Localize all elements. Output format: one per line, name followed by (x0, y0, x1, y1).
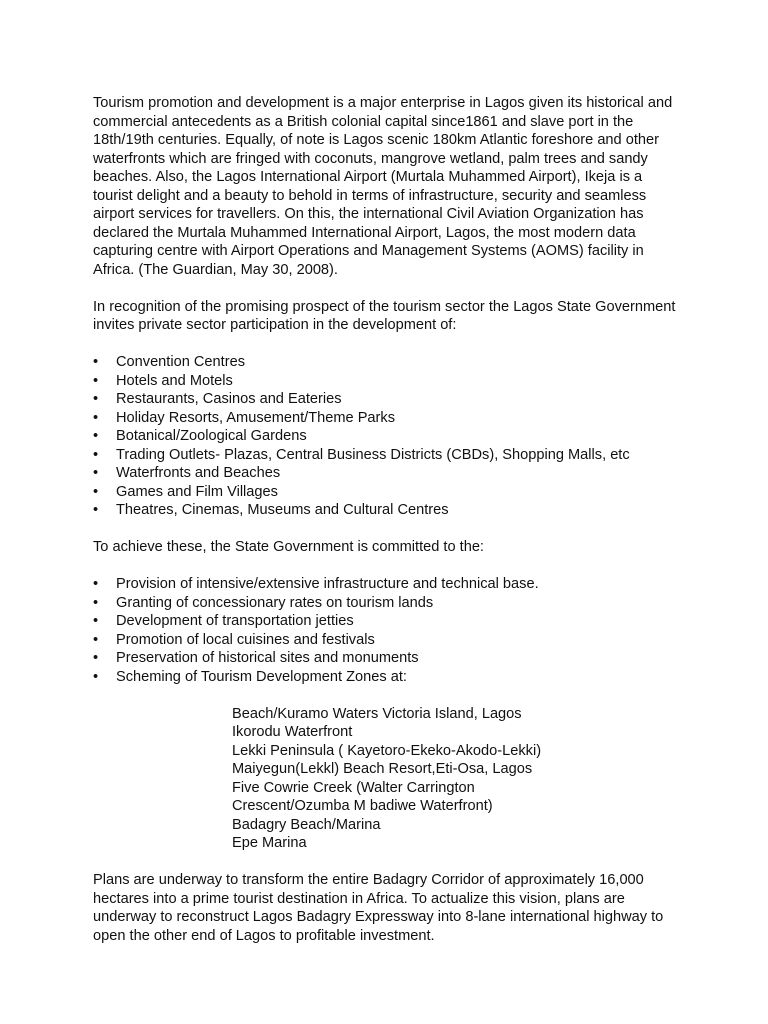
bullet-icon: • (93, 483, 99, 500)
zone-item: Five Cowrie Creek (Walter Carrington (232, 779, 475, 796)
bullet-icon: • (93, 428, 99, 444)
bullet-icon: • (93, 502, 99, 518)
zone-item: Lekki Peninsula ( Kayetoro-Ekeko-Akodo-Lekki) (232, 742, 542, 759)
list-item: • Hotels and Motels (93, 372, 233, 389)
list-item: • Theatres, Cinemas, Museums and Cultural Centres (93, 502, 449, 518)
recognition-paragraph: In recognition of the promising prospect of the tourism sector the Lagos State Government invites private sector participation in the development of: (93, 298, 676, 333)
list-item: • Convention Centres (93, 354, 245, 370)
bullet-icon: • (93, 650, 99, 666)
zone-item: Crescent/Ozumba M badiwe Waterfront) (232, 798, 493, 814)
bullet-icon: • (93, 576, 99, 592)
bullet-icon: • (93, 446, 99, 463)
list-item: • Preservation of historical sites and monuments (93, 650, 419, 666)
zone-item: Beach/Kuramo Waters Victoria Island, Lagos (232, 705, 522, 722)
list-item: • Development of transportation jetties (93, 613, 354, 629)
bullet-icon: • (93, 594, 99, 611)
zone-item: Epe Marina (232, 835, 307, 851)
list-item: • Holiday Resorts, Amusement/Theme Parks (93, 409, 396, 426)
list-item: • Botanical/Zoological Gardens (93, 428, 307, 444)
zone-item: Maiyegun(Lekkl) Beach Resort,Eti-Osa, Lagos (232, 761, 533, 777)
tourism-zones-list (93, 705, 683, 853)
zone-item: Ikorodu Waterfront (232, 724, 353, 740)
list-item: • Scheming of Tourism Development Zones at: (93, 668, 407, 685)
bullet-icon: • (93, 391, 99, 407)
bullet-icon: • (93, 354, 99, 370)
list-item: • Games and Film Villages (93, 483, 278, 500)
list-item: • Trading Outlets- Plazas, Central Business Districts (CBDs), Shopping Malls, etc (93, 446, 630, 463)
development-list (93, 353, 683, 520)
commitment-list (93, 575, 683, 686)
list-item: • Granting of concessionary rates on tourism lands (93, 594, 434, 611)
plans-paragraph: Plans are underway to transform the entire Badagry Corridor of approximately 16,000 hectares into a prime tourist destination in Africa. To actualize this vision, plans are underway to reconstruct Lagos Badagry Expressway into 8-lane international highway to open the other end of Lagos to profitable investment. (93, 872, 664, 944)
bullet-icon: • (93, 372, 99, 389)
bullet-icon: • (93, 409, 99, 426)
commitment-paragraph: To achieve these, the State Government is committed to the: (93, 539, 484, 555)
intro-paragraph: Tourism promotion and development is a major enterprise in Lagos given its historical and commercial antecedents as a British colonial capital since1861 and slave port in the 18th/19th centuries. Equally, of note is Lagos scenic 180km Atlantic foreshore and other waterfronts which are fringed with coconuts, mangrove wetland, palm trees and sandy beaches. Also, the Lagos International Airport (Murtala Muhammed Airport), Ikeja is a tourist delight and a beauty to behold in terms of infrastructure, security and seamless airport services for travellers. On this, the international Civil Aviation Organization has declared the Murtala Muhammed International Airport, Lagos, the most modern data capturing centre with Airport Operations and Management Systems (AOMS) facility in Africa. (The Guardian, May 30, 2008). (93, 95, 673, 278)
bullet-icon: • (93, 613, 99, 629)
bullet-icon: • (93, 631, 99, 648)
document-page (93, 94, 683, 945)
list-item: • Waterfronts and Beaches (93, 465, 281, 481)
list-item: • Provision of intensive/extensive infrastructure and technical base. (93, 576, 539, 592)
bullet-icon: • (93, 465, 99, 481)
bullet-icon: • (93, 668, 99, 685)
list-item: • Promotion of local cuisines and festivals (93, 631, 375, 648)
list-item: • Restaurants, Casinos and Eateries (93, 391, 342, 407)
zone-item: Badagry Beach/Marina (232, 816, 381, 833)
